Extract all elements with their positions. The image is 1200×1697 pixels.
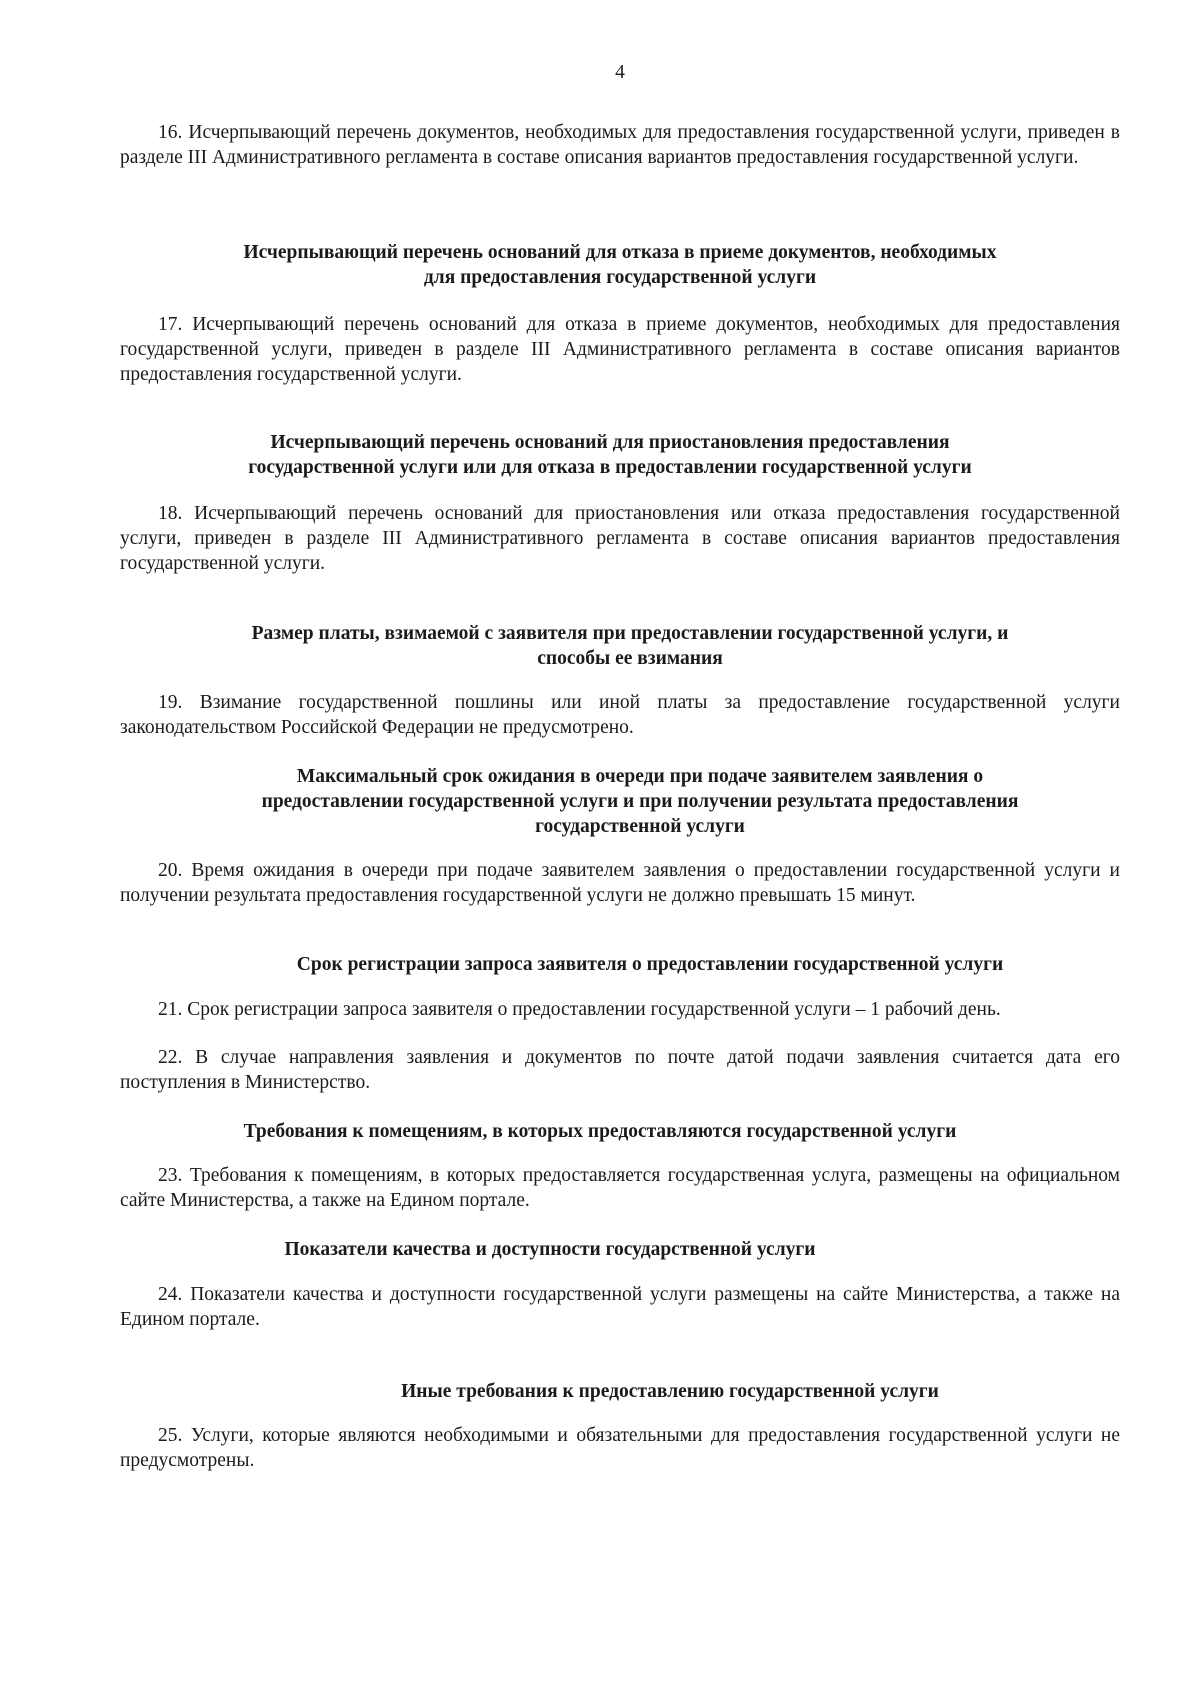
section-heading-suspension-refusal (170, 430, 1050, 480)
heading-line: Исчерпывающий перечень оснований для отказа в приеме документов, необходимых (243, 242, 997, 263)
heading-line: государственной услуги (535, 816, 745, 837)
paragraph-25: 25. Услуги, которые являются необходимыми и обязательными для предоставления государственной услуги не предусмотрены. (120, 1425, 1120, 1471)
section-heading-queue-time (210, 764, 1070, 839)
heading-line: предоставлении государственной услуги и при получении результата предоставления (261, 791, 1019, 812)
paragraph-22: 22. В случае направления заявления и документов по почте датой подачи заявления считается дата его поступления в Министерство. (120, 1047, 1120, 1093)
paragraph-17: 17. Исчерпывающий перечень оснований для отказа в приеме документов, необходимых для предоставления государственной услуги, приведен в разделе III Административного регламента в составе описания вариантов предоставления государственной услуги. (120, 314, 1120, 385)
paragraph-18: 18. Исчерпывающий перечень оснований для приостановления или отказа предоставления государственной услуги, приведен в разделе III Административного регламента в составе описания вариантов предоставления государственной услуги. (120, 503, 1120, 574)
paragraph-21: 21. Срок регистрации запроса заявителя о предоставлении государственной услуги – 1 рабочий день. (158, 999, 1001, 1020)
page-number: 4 (615, 62, 625, 83)
section-heading-premises: Требования к помещениям, в которых предоставляются государственной услуги (243, 1121, 957, 1142)
paragraph-20: 20. Время ожидания в очереди при подаче заявителем заявления о предоставлении государственной услуги и получении результата предоставления государственной услуги не должно превышать 15 минут. (120, 860, 1120, 906)
section-heading-quality: Показатели качества и доступности государственной услуги (284, 1239, 816, 1260)
paragraph-24: 24. Показатели качества и доступности государственной услуги размещены на сайте Министерства, а также на Едином портале. (120, 1284, 1120, 1330)
section-heading-refusal-acceptance (220, 240, 1020, 290)
heading-line: Размер платы, взимаемой с заявителя при предоставлении государственной услуги, и (251, 623, 1009, 644)
heading-line: Максимальный срок ожидания в очереди при подаче заявителем заявления о (296, 766, 984, 787)
section-heading-registration: Срок регистрации запроса заявителя о предоставлении государственной услуги (296, 954, 1004, 975)
paragraph-23: 23. Требования к помещениям, в которых предоставляется государственная услуга, размещены на официальном сайте Министерства, а также на Едином портале. (120, 1165, 1120, 1211)
heading-line: способы ее взимания (537, 648, 723, 669)
paragraph-16: 16. Исчерпывающий перечень документов, необходимых для предоставления государственной услуги, приведен в разделе III Административного регламента в составе описания вариантов предоставления государственной услуги. (120, 122, 1120, 168)
heading-line: для предоставления государственной услуги (423, 267, 817, 288)
section-heading-fee (200, 621, 1060, 671)
section-heading-other-requirements: Иные требования к предоставлению государственной услуги (401, 1381, 939, 1402)
heading-line: государственной услуги или для отказа в предоставлении государственной услуги (248, 457, 972, 478)
heading-line: Исчерпывающий перечень оснований для приостановления предоставления (270, 432, 950, 453)
paragraph-19: 19. Взимание государственной пошлины или иной платы за предоставление государственной услуги законодательством Российской Федерации не предусмотрено. (120, 692, 1120, 738)
